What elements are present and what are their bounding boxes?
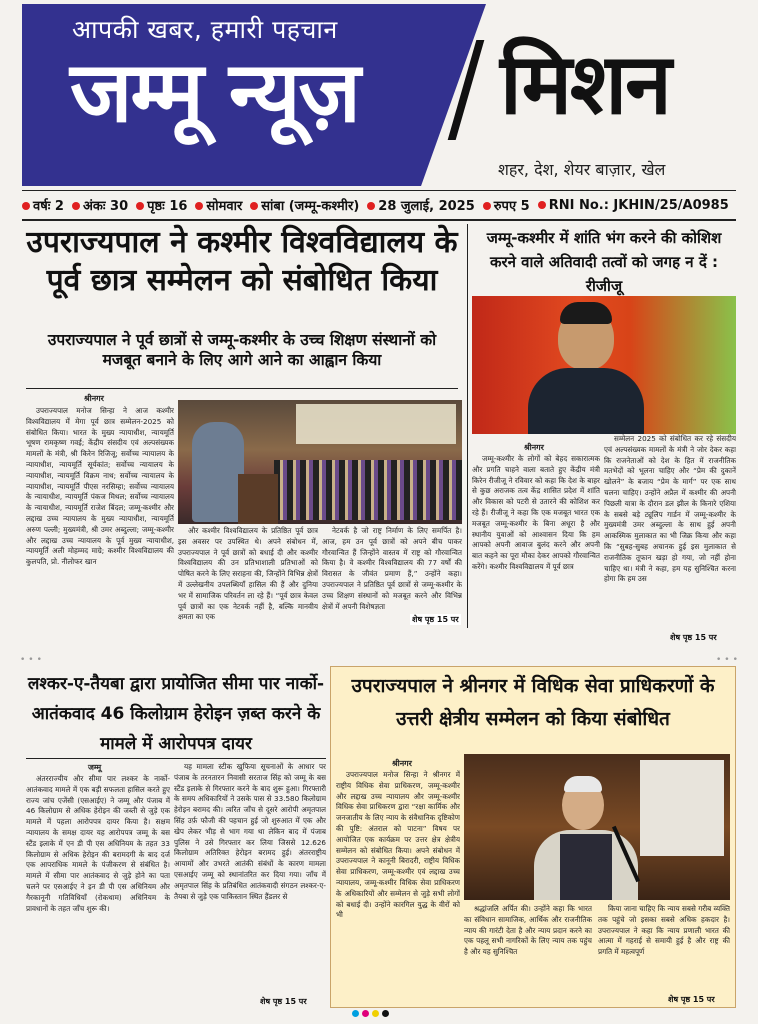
story2-headline: जम्मू-कश्मीर में शांति भंग करने की कोशिश करने वाले अतिवादी तत्वों को जगह न दें : रीजीजू: [486, 229, 722, 295]
story1-rule: [26, 388, 458, 389]
info-pages: पृष्ठः 16: [136, 196, 187, 214]
story3-headline: लश्कर-ए-तैयबा द्वारा प्रायोजित सीमा पार नार्को-आतंकवाद 46 किलोग्राम हेरोइन ज़ब्त करने के मामले में आरोपपत्र दायर: [27, 674, 325, 754]
story4-column-3: किया जाना चाहिए कि न्याय सबसे गरीब व्यक्ति तक पहुंचे जो इसका सबसे अधिक हकदार है। उपराज्यपाल ने कहा कि न्याय प्रणाली भारत की आत्मा में गहराई से समायी हुई है और राष्ट्र की प्रगति में महत्वपूर्ण: [598, 904, 730, 957]
story4-column-2: श्रद्धांजलि अर्पित की। उन्होंने कहा कि भारत का संविधान सामाजिक, आर्थिक और राजनीतिक न्याय की गारंटी देता है और न्याय प्रदान करने का एक पहलू सभी नागरिकों के लिए न्याय तक पहुंच है और यह सुनिश्चित: [464, 904, 592, 957]
masthead-subtag: शहर, देश, शेयर बाज़ार, खेल: [498, 160, 666, 179]
minister-hair: [560, 302, 612, 324]
masthead-title-part1: जम्मू न्यूज़: [70, 43, 359, 141]
story2-continued: शेष पृष्ठ 15 पर: [670, 633, 717, 642]
story4-column-1: उपराज्यपाल मनोज सिन्हा ने श्रीनगर में राष्ट्रीय विधिक सेवा प्राधिकरण, जम्मू-कश्मीर और लद्दाख उच्च न्यायालय और जम्मू-कश्मीर विधिक सेवा प्राधिकरण द्वारा “रक्षा कार्मिक और जनजातीय के लिए न्याय के संवैधानिक दृष्टिकोण की पुष्टि: अंतराल को पाटना” विषय पर आयोजित एक कार्यक्रम पर उत्तर क्षेत्र क्षेत्रीय सम्मेलन को संबोधित किया। अपने संबोधन में उपराज्यपाल ने कानूनी बिरादरी, राष्ट्रीय विधिक सेवा प्राधिकरण, जम्मू-कश्मीर एवं लद्दाख उच्च न्यायालय, जम्मू-कश्मीर विधिक सेवा प्राधिकरण के अधिकारियों और सम्मेलन से जुड़े सभी लोगों को बधाई दी। उन्होंने कारगिल युद्ध के वीरों को भी: [336, 770, 460, 920]
crop-mark-right: •••: [716, 655, 741, 665]
story4-continued: शेष पृष्ठ 15 पर: [668, 995, 715, 1004]
info-issue: अंकः 30: [72, 196, 128, 214]
masthead-rule-bottom: [22, 219, 736, 221]
story1-continued: शेष पृष्ठ 15 पर: [412, 615, 459, 624]
story1-photo: [178, 400, 462, 524]
lg-hair: [564, 776, 602, 792]
story1-subheadline: उपराज्यपाल ने पूर्व छात्रों से जम्मू-कश्मीर के उच्च शिक्षण संस्थानों को मजबूत बनाने के लिए आगे आने का आह्वान किया: [47, 331, 437, 370]
info-year: वर्षः 2: [22, 196, 64, 214]
story2-photo: [472, 296, 736, 434]
story4-dateline: श्रीनगर: [392, 759, 412, 768]
column-divider-top: [467, 224, 468, 628]
story3-continued: शेष पृष्ठ 15 पर: [260, 997, 307, 1006]
masthead-tagline: आपकी खबर, हमारी पहचान: [72, 15, 338, 44]
info-place: सांबा (जम्मू-कश्मीर): [250, 196, 359, 214]
podium: [238, 474, 278, 524]
story2-dateline: श्रीनगर: [524, 443, 544, 452]
stage-panel: [296, 404, 456, 444]
issue-info-bar: [22, 194, 736, 216]
info-rni: RNI No.: JKHIN/25/A0985: [538, 198, 729, 213]
story1-headline: उपराज्यपाल ने कश्मीर विश्वविद्यालय के पूर्व छात्र सम्मेलन को संबोधित किया: [26, 225, 458, 299]
lg-vest: [560, 834, 612, 900]
minister-jacket: [528, 368, 644, 434]
audience-rows: [274, 460, 462, 520]
story4-photo: [464, 754, 730, 900]
masthead-rule-top: [22, 190, 736, 191]
speaker-figure: [192, 422, 244, 522]
story1-dateline: श्रीनगर: [84, 394, 104, 403]
crop-mark-left: •••: [20, 655, 45, 665]
story3-rule: [26, 758, 326, 759]
masthead-title-part2: मिशन: [500, 35, 670, 133]
story3-dateline: जम्मू: [88, 763, 102, 772]
banner-backdrop: [640, 760, 724, 856]
color-registration-marks: [352, 1010, 389, 1017]
story1-column-1: उपराज्यपाल मनोज सिन्हा ने आज कश्मीर विश्वविद्यालय में मेगा पूर्व छात्र सम्मेलन-2025 को संबोधित किया। भारत के मुख्य न्यायाधीश, न्यायमूर्ति भूषण रामकृष्ण गवई; केंद्रीय संसदीय एवं अल्पसंख्यक मामलों के मंत्री, श्री किरेन रिजिजू; सर्वोच्च न्यायालय के न्यायाधीश, न्यायमूर्ति सूर्यकांत; सर्वोच्च न्यायालय के न्यायाधीश, न्यायमूर्ति विक्रम नाथ; सर्वोच्च न्यायालय के न्यायाधीश, न्यायमूर्ति पीएस नरसिम्हा; सर्वोच्च न्यायालय के न्यायाधीश, न्यायमूर्ति पंकज मिथल; सर्वोच्च न्यायालय के न्यायाधीश, न्यायमूर्ति राजेश बिंदल; जम्मू-कश्मीर और लद्दाख उच्च न्यायालय के मुख्य न्यायाधीश, न्यायमूर्ति अरुण पल्ली; मुख्यमंत्री, श्री उमर अब्दुल्ला; जम्मू-कश्मीर और लद्दाख उच्च न्यायालय के पूर्व मुख्य न्यायाधीश, न्यायमूर्ति अली मोहम्मद माग्रे; कश्मीर विश्वविद्यालय की कुलपति, प्रो. नीलोफर खान: [26, 406, 174, 567]
story2-column-2: सम्मेलन 2025 को संबोधित कर रहे संसदीय एवं अल्पसंख्यक मामलों के मंत्री ने जोर देकर कहा कि राजनेताओं को देश के हित में राजनीतिक मतभेदों को भूलना चाहिए और “प्रेम की दुकानें खोलने” के बजाय “प्रेम के मार्ग” पर एक साथ चलना चाहिए। उन्होंने अप्रैल में कश्मीर की अपनी पिछली यात्रा के दौरान डल झील के किनारे एशिया के सबसे बड़े ट्यूलिप गार्डन में जम्मू-कश्मीर के मुख्यमंत्री उमर अब्दुल्ला के साथ हुई अपनी आकस्मिक मुलाकात का भी जिक्र किया और कहा कि “सुबह-सुबह अचानक हुई इस मुलाकात से राजनीतिक तूफान खड़ा हो गया, जो नहीं होना चाहिए था। मंत्री ने कहा, हम यह सुनिश्चित करना होगा कि हम उस: [604, 434, 736, 584]
story1-column-2: और कश्मीर विश्वविद्यालय के प्रतिष्ठित पूर्व छात्र इस अवसर पर उपस्थित थे। अपने संबोधन में, उपराज्यपाल ने पूर्व छात्रों को बधाई दी और कश्मीर विश्वविद्यालय की उन प्रतिभाशाली प्रतिभाओं को पोषित करने के लिए सराहना की, जिन्होंने विभिन्न क्षेत्रों में उल्लेखनीय उपलब्धियाँ हासिल की हैं और दुनिया भर में सामाजिक परिवर्तन ला रहे हैं। “पूर्व छात्र केवल पूर्व छात्रों का एक नेटवर्क नहीं है, बल्कि मानवीय क्षमता का एक: [178, 526, 318, 622]
story3-column-2: यह मामला स्टीक खुफिया सूचनाओं के आधार पर पंजाब के तरनतारन निवासी सरताज सिंह को जम्मू के बस स्टैंड इलाके से गिरफ्तार करने के बाद शुरू हुआ। गिरफ्तारी के समय अधिकारियों ने उसके पास से 33.580 किलोग्राम हेरोइन बरामद की। त्वरित जाँच से दूसरे आरोपी अमृतपाल सिंह उर्फ़ फौजी की पहचान हुई जो शुरुआत में एक और खेप लेकर भीड़ से भाग गया था लेकिन बाद में पंजाब पुलिस ने उसे गिरफ्तार कर लिया जिससे 12.626 किलोग्राम अतिरिक्त हेरोइन बरामद हुई। अंतरराष्ट्रीय आयामों और उभरते आतंकी संबंधों के कारण मामला एसआईए जम्मू को स्थानांतरित कर दिया गया। जाँच में अमृतपाल सिंह के प्रतिबंधित आतंकवादी संगठन लश्कर-ए-तैयबा से जुड़े एक पाकिस्तान स्थित हैंडलर से: [174, 762, 326, 901]
info-day: सोमवार: [195, 196, 242, 214]
info-date: 28 जुलाई, 2025: [367, 196, 474, 214]
story4-headline: उपराज्यपाल ने श्रीनगर में विधिक सेवा प्राधिकरणों के उत्तरी क्षेत्रीय सम्मेलन को किया संबोधित: [351, 675, 715, 731]
story1-column-3: नेटवर्क है जो राष्ट्र निर्माण के लिए समर्पित है। आज, हम उन पूर्व छात्रों को अपने बीच पाकर गौरवान्वित हैं जिन्होंने वास्तव में राष्ट्र को गौरवान्वित किया है। वे कश्मीर विश्वविद्यालय की 77 वर्षों की विरासत के जीवंत प्रमाण हैं,” उन्होंने कहा। उपराज्यपाल ने प्रतिष्ठित पूर्व छात्रों से जम्मू-कश्मीर के उच्च शिक्षण संस्थानों को मजबूत करने और विभिन्न क्षेत्रों में अपनी विशेषज्ञता: [322, 526, 462, 611]
story3-column-1: अंतरराज्यीय और सीमा पार लश्कर के नार्को-आतंकवाद मामले में एक बड़ी सफलता हासिल करते हुए राज्य जांच एजेंसी (एसआईए) ने जम्मू और पंजाब में 46 किलोग्राम से अधिक हेरोइन की जब्ती से जुड़े एक मामले में पहला आरोपपत्र दायर किया है। सक्षम न्यायालय के समक्ष दायर यह आरोपपत्र जम्मू के बस स्टैंड इलाके में एन डी पी एस अधिनियम के तहत 33 किलोग्राम से अधिक हेरोइन की बरामदगी के बाद दर्ज एक आपराधिक मामले के पंजीकरण से संबंधित है। मामले में सीमा पार आतंकवाद से जुड़े होने का पता चलने पर एसआईए ने इन डी पी एस अधिनियम और गैरकानूनी गतिविधियाँ (रोकथाम) अधिनियम के प्रावधानों के तहत जाँच शुरू की।: [26, 774, 170, 913]
story2-column-1: जम्मू-कश्मीर के लोगों को बेहद सकारात्मक और प्रगति चाहने वाला बताते हुए केंद्रीय मंत्री किरेन रीजीजू ने रविवार को कहा कि देश के बाहर से कुछ अराजक तत्व केंद्र शासित प्रदेश में शांति और विकास को पटरी से उतारने की कोशिश कर रहे हैं। रीजीजू ने कहा कि एक मजबूत भारत एक मजबूत जम्मू-कश्मीर के बिना अधूरा है और स्थानीय युवाओं को आश्वासन दिया कि हम आपको अपनी आवाज बुलंद करने और अपनी बात कहने का पूरा मौका देकर आपको गौरवान्वित करेंगे। कश्मीर विश्वविद्यालय में पूर्व छात्र: [472, 454, 600, 571]
info-price: रुपए 5: [483, 196, 530, 214]
